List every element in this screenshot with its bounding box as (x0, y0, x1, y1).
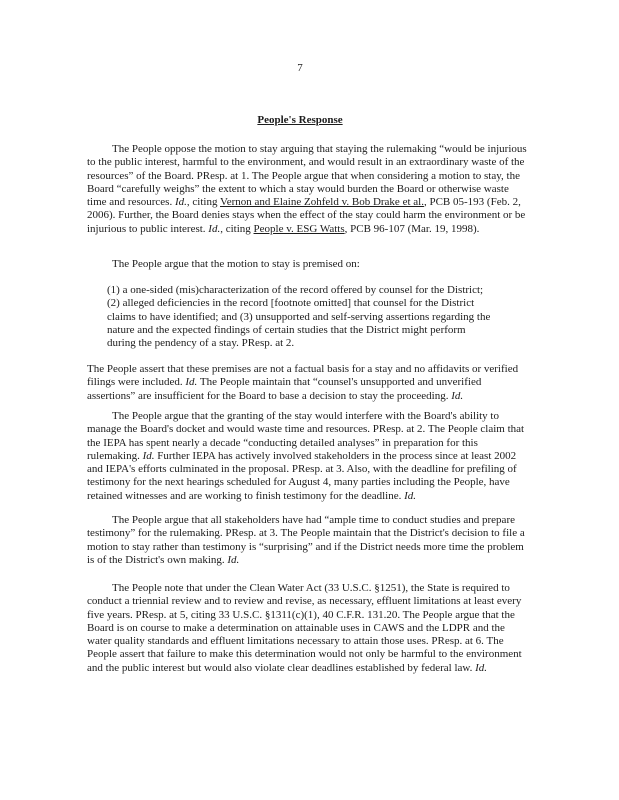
citation-id: Id. (227, 553, 240, 566)
case-citation: Vernon and Elaine Zohfeld v. Bob Drake et al. (220, 196, 424, 209)
citation-id: Id. (174, 196, 187, 209)
page-number: 7 (297, 62, 303, 74)
citation-id: Id. (475, 661, 488, 674)
paragraph-docket-interference: The People argue that the granting of the stay would interfere with the Board's ability to manage the Board's docket and would waste time and resources. PResp. at 2. The People claim that the IEPA has spent nearly a decade “conducting detailed analyses” in preparation for this rulemaking. Id. Further IEPA has actively involved stakeholders in the process since at least 2002 and IEPA's efforts culminated in the proposal. PResp. at 3. Also, with the deadline for prefiling of testimony for the next hearings scheduled for August 4, many parties including the People, have retained witnesses and are working to finish testimony for the deadline. Id. (87, 410, 525, 502)
citation-id: Id. (404, 489, 417, 502)
paragraph-premise-intro: The People argue that the motion to stay is premised on: (112, 258, 360, 270)
paragraph-ample-time: The People argue that all stakeholders have had “ample time to conduct studies and prepare testimony” for the rulemaking. PResp. at 3. The People maintain that the District's decision to file a motion to stay rather than testimony is “surprising” and if the District needs more time the problem is of the District's own making. Id. (87, 514, 525, 566)
citation-id: Id. (451, 389, 464, 402)
case-citation: People v. ESG Watts (253, 222, 345, 235)
block-quote: (1) a one-sided (mis)characterization of the record offered by counsel for the District; (2) alleged deficiencies in the record [footnote omitted] that counsel for the District claims to have identified; and (3) unsupported and self-serving assertions regarding the nature and the expected findings of certain studies that the District might perform during the pendency of a stay. PResp. at 2. (107, 284, 491, 350)
citation-id: Id. (142, 449, 155, 462)
section-heading: People's Response (257, 114, 343, 126)
paragraph-premises-assertion: The People assert that these premises are not a factual basis for a stay and no affidavits or verified filings were included. Id. The People maintain that “counsel's unsupported and unverified assertions” are insufficient for the Board to base a decision to stay the proceeding. Id. (87, 363, 519, 402)
citation-id: Id. (185, 376, 198, 389)
paragraph-clean-water-act: The People note that under the Clean Water Act (33 U.S.C. §1251), the State is required to conduct a triennial review and to review and revise, as necessary, effluent limitations at least every five years. PResp. at 5, citing 33 U.S.C. §1311(c)(1), 40 C.F.R. 131.20. The People argue that the Board is on course to make a determination on attainable uses in CAWS and the LDPR and the water quality standards and effluent limitations necessary to attain those uses. PResp. at 6. The People assert that failure to make this determination would not only be harmful to the environment and the public interest but would also violate clear deadlines established by federal law. Id. (87, 582, 522, 674)
paragraph-opposition: The People oppose the motion to stay arguing that staying the rulemaking “would be injurious to the public interest, harmful to the environment, and would result in an extraordinary waste of the resources” of the Board. PResp. at 1. The People argue that when considering a motion to stay, the Board “carefully weighs” the extent to which a stay would burden the Board or otherwise waste time and resources. Id., citing Vernon and Elaine Zohfeld v. Bob Drake et al., PCB 05-193 (Feb. 2, 2006). Further, the Board denies stays when the effect of the stay could harm the environment or be injurious to public interest. Id., citing People v. ESG Watts, PCB 96-107 (Mar. 19, 1998). (87, 143, 527, 235)
citation-id: Id. (208, 222, 221, 235)
